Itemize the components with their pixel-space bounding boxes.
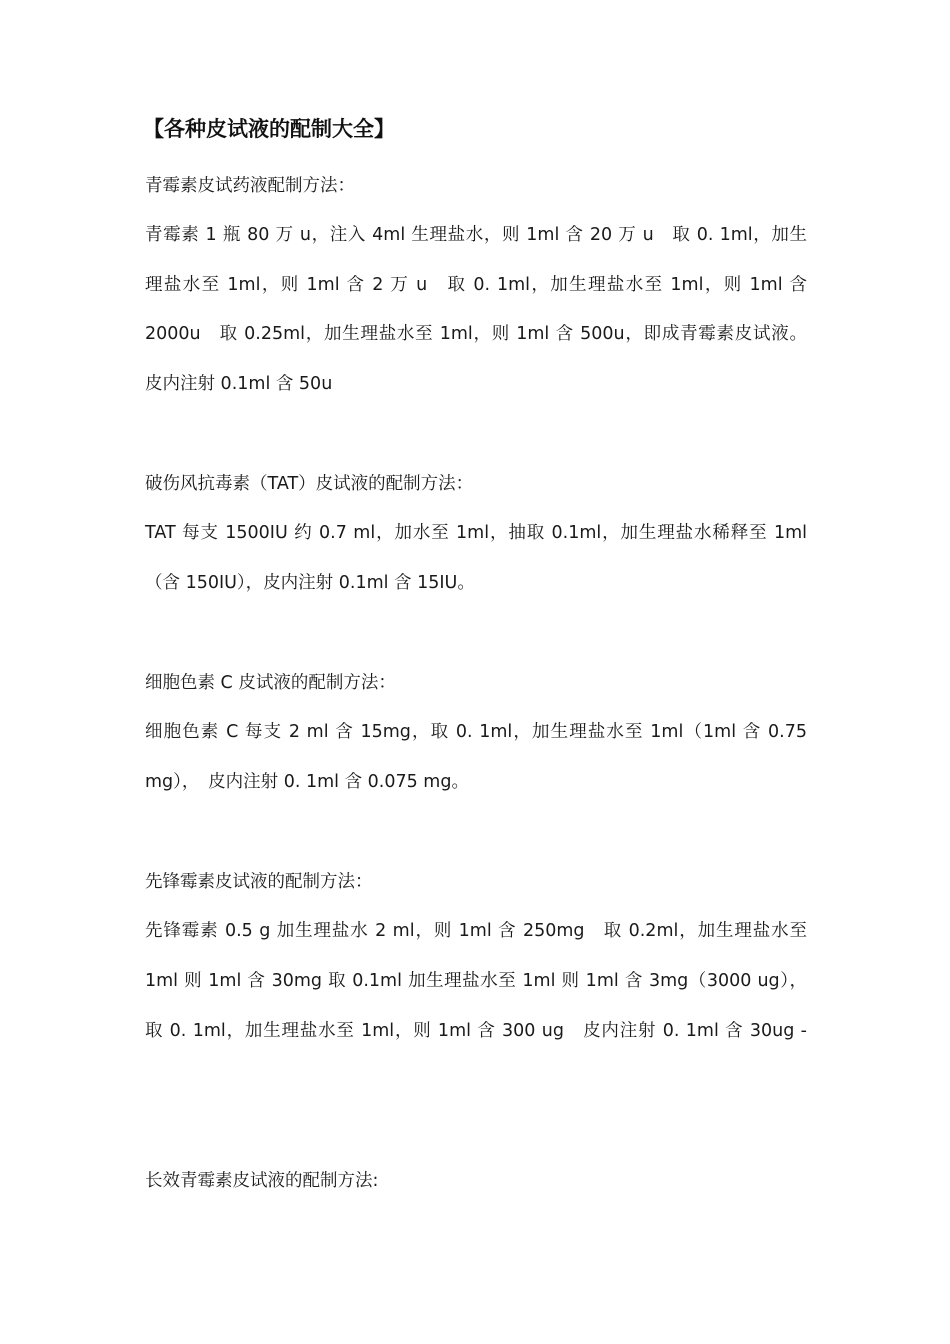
section-heading-cytochrome-c: 细胞色素 C 皮试液的配制方法： — [145, 673, 396, 693]
section-heading-tat: 破伤风抗毒素（TAT）皮试液的配制方法： — [145, 474, 474, 494]
document-title: 【各种皮试液的配制大全】 — [143, 117, 395, 141]
paragraph-line: mg）， 皮内注射 0. 1ml 含 0.075 mg。 — [145, 772, 469, 792]
paragraph-line: 皮内注射 0.1ml 含 50u — [145, 374, 333, 394]
paragraph-line: 取 0. 1ml，加生理盐水至 1ml，则 1ml 含 300 ug 皮内注射 0. 1ml 含 30ug - — [145, 1021, 807, 1041]
paragraph-line: 细胞色素 C 每支 2 ml 含 15mg，取 0. 1ml，加生理盐水至 1ml（1ml 含 0.75 — [145, 722, 807, 742]
paragraph-line: 先锋霉素 0.5 g 加生理盐水 2 ml，则 1ml 含 250mg 取 0.2ml，加生理盐水至 — [145, 921, 807, 941]
paragraph-line: 1ml 则 1ml 含 30mg 取 0.1ml 加生理盐水至 1ml 则 1ml 含 3mg（3000 ug）， — [145, 971, 807, 991]
section-heading-cephalosporin: 先锋霉素皮试液的配制方法： — [145, 872, 373, 892]
paragraph-line: 青霉素 1 瓶 80 万 u，注入 4ml 生理盐水，则 1ml 含 20 万 u 取 0. 1ml，加生 — [145, 225, 807, 245]
paragraph-line: 2000u 取 0.25ml，加生理盐水至 1ml，则 1ml 含 500u，即成青霉素皮试液。 — [145, 324, 807, 344]
section-heading-penicillin: 青霉素皮试药液配制方法： — [145, 176, 355, 196]
paragraph-line: TAT 每支 1500IU 约 0.7 ml，加水至 1ml，抽取 0.1ml，加生理盐水稀释至 1ml — [145, 523, 807, 543]
section-heading-long-acting-penicillin: 长效青霉素皮试液的配制方法: — [145, 1171, 379, 1191]
paragraph-line: （含 150IU），皮内注射 0.1ml 含 15IU。 — [145, 573, 475, 593]
paragraph-line: 理盐水至 1ml，则 1ml 含 2 万 u 取 0. 1ml，加生理盐水至 1ml，则 1ml 含 — [145, 275, 807, 295]
